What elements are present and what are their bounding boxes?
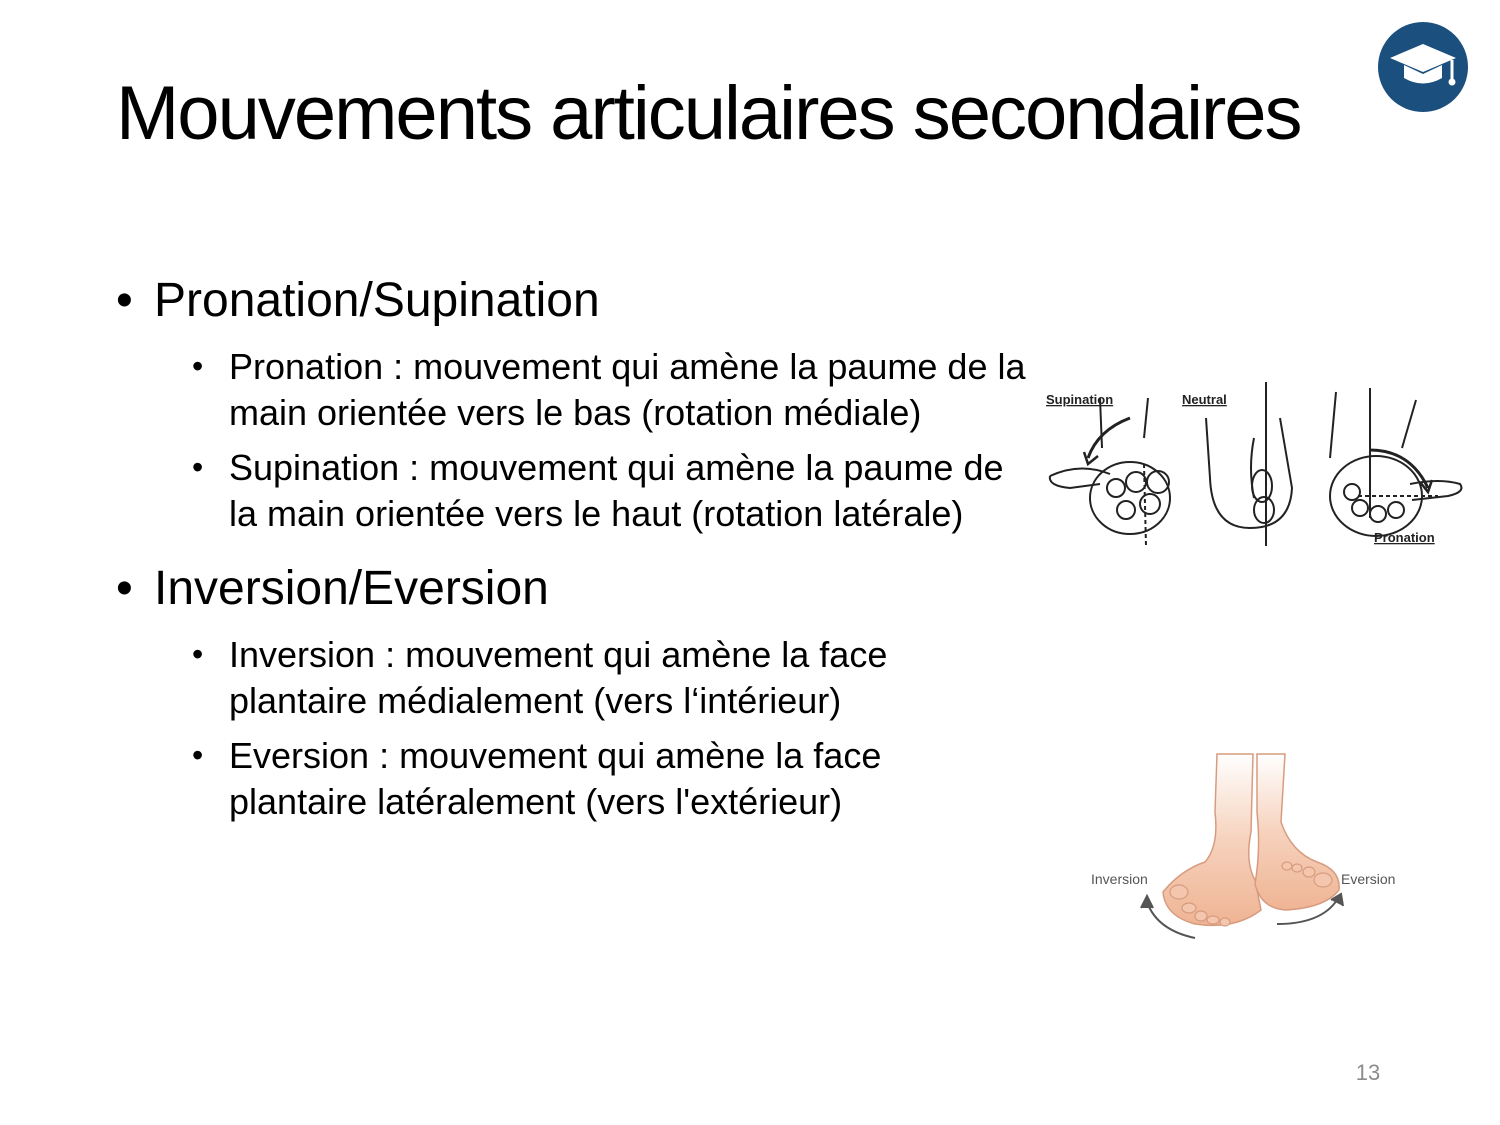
supination-label: Supination — [1046, 392, 1114, 407]
bullet: • — [192, 449, 204, 485]
bullet: • — [192, 737, 204, 773]
eversion-label: Eversion — [1341, 871, 1396, 887]
section-heading — [116, 272, 1026, 330]
item-text: Eversion : mouvement qui amène la face plantaire latéralement (vers l'extérieur) — [229, 735, 882, 822]
section-inversion-eversion — [116, 560, 1026, 824]
slide-title: Mouvements articulaires secondaires — [116, 71, 1301, 156]
page-number: 13 — [1355, 1060, 1381, 1085]
forearm-rotation-illustration — [1040, 378, 1468, 550]
item-text: Supination : mouvement qui amène la paume de la main orientée vers le haut (rotation latérale) — [229, 447, 1004, 534]
section-heading — [116, 560, 1026, 618]
bullet: • — [192, 636, 204, 672]
bullet: • — [116, 274, 133, 327]
sub-bullet-list — [116, 632, 1026, 824]
bullet: • — [116, 562, 133, 615]
sub-bullet-list — [116, 344, 1026, 536]
slide-body — [116, 272, 1026, 834]
graduation-cap-icon — [1378, 22, 1468, 112]
list-item — [116, 344, 1026, 435]
list-item — [116, 733, 1026, 824]
heading-text: Inversion/Eversion — [154, 562, 549, 615]
list-item — [116, 445, 1026, 536]
list-item — [116, 632, 1026, 723]
section-pronation-supination — [116, 272, 1026, 536]
item-text: Inversion : mouvement qui amène la face plantaire médialement (vers l‘intérieur) — [229, 634, 888, 721]
inversion-label: Inversion — [1091, 871, 1148, 887]
bullet: • — [192, 348, 204, 384]
heading-text: Pronation/Supination — [154, 274, 600, 327]
foot-inversion-eversion-illustration — [1085, 752, 1405, 948]
item-text: Pronation : mouvement qui amène la paume de la main orientée vers le bas (rotation médiale) — [229, 346, 1026, 433]
pronation-label: Pronation — [1374, 530, 1435, 545]
neutral-label: Neutral — [1182, 392, 1227, 407]
